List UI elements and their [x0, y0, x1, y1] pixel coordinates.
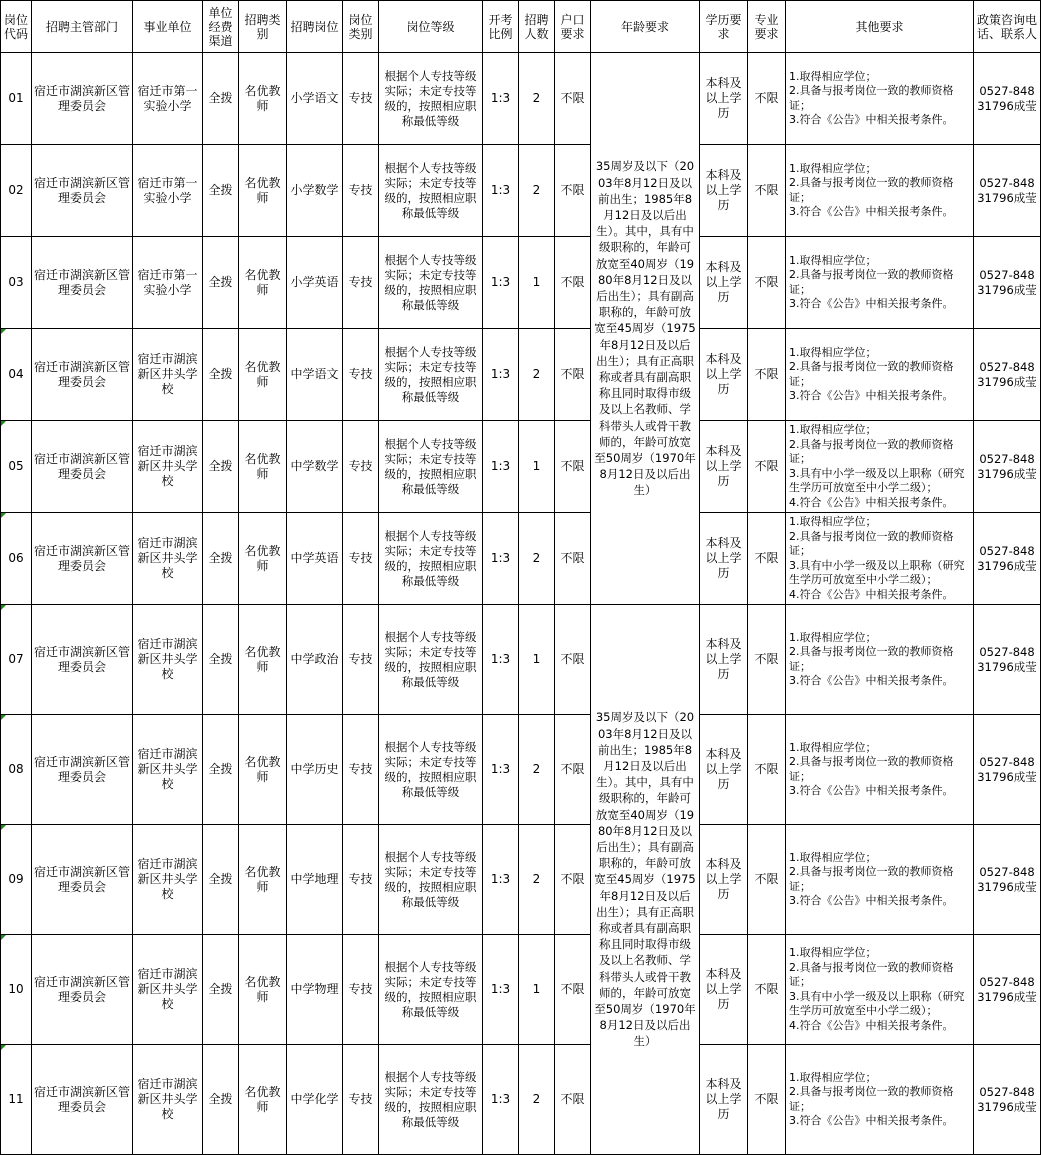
cell-hukou: 不限: [555, 53, 591, 145]
cell-category: 专技: [343, 145, 379, 237]
other-requirement-item: 1.取得相应学位；: [789, 946, 877, 959]
cell-code: 02: [1, 145, 32, 237]
cell-contact: 0527-84831796成莹: [974, 513, 1041, 605]
cell-other: [786, 1045, 974, 1155]
table-row: [1, 53, 1041, 145]
header-ratio: 开考比例: [483, 1, 519, 53]
cell-category: 专技: [343, 513, 379, 605]
other-requirement-item: 1.取得相应学位；: [789, 69, 877, 83]
cell-contact: 0527-84831796成莹: [974, 715, 1041, 825]
cell-edu: 本科及以上学历: [700, 715, 748, 825]
other-requirement-item: 1.取得相应学位；: [789, 161, 877, 175]
cell-contact: 0527-84831796成莹: [974, 825, 1041, 935]
cell-fund: 全拨: [203, 825, 239, 935]
cell-type: 名优教师: [239, 145, 287, 237]
cell-dept: 宿迁市湖滨新区管理委员会: [32, 1045, 133, 1155]
cell-type: 名优教师: [239, 1045, 287, 1155]
cell-ratio: 1:3: [483, 329, 519, 421]
cell-dept: 宿迁市湖滨新区管理委员会: [32, 145, 133, 237]
other-requirement-item: 2.具备与报考岗位一致的教师资格证；: [789, 865, 954, 893]
cell-other: [786, 715, 974, 825]
cell-level: 根据个人专技等级实际；未定专技等级的，按照相应职称最低等级: [379, 715, 483, 825]
cell-count: 1: [519, 237, 555, 329]
other-requirement-item: 1.取得相应学位；: [789, 423, 877, 436]
cell-hukou: 不限: [555, 329, 591, 421]
header-edu: 学历要求: [700, 1, 748, 53]
cell-edu: 本科及以上学历: [700, 513, 748, 605]
cell-edu: 本科及以上学历: [700, 1045, 748, 1155]
cell-contact: 0527-84831796成莹: [974, 1045, 1041, 1155]
cell-hukou: 不限: [555, 513, 591, 605]
cell-major: 不限: [748, 421, 786, 513]
cell-hukou: 不限: [555, 237, 591, 329]
cell-code: 01: [1, 53, 32, 145]
cell-other: [786, 513, 974, 605]
cell-edu: 本科及以上学历: [700, 421, 748, 513]
table-row: [1, 237, 1041, 329]
cell-hukou: 不限: [555, 935, 591, 1045]
cell-count: 1: [519, 935, 555, 1045]
header-other: 其他要求: [786, 1, 974, 53]
header-level: 岗位等级: [379, 1, 483, 53]
cell-dept: 宿迁市湖滨新区管理委员会: [32, 513, 133, 605]
table-row: [1, 421, 1041, 513]
cell-type: 名优教师: [239, 53, 287, 145]
cell-level: 根据个人专技等级实际；未定专技等级的，按照相应职称最低等级: [379, 825, 483, 935]
cell-ratio: 1:3: [483, 715, 519, 825]
cell-count: 1: [519, 605, 555, 715]
cell-edu: 本科及以上学历: [700, 145, 748, 237]
other-requirement-item: 1.取得相应学位；: [789, 345, 877, 359]
cell-edu: 本科及以上学历: [700, 237, 748, 329]
cell-unit: 宿迁市湖滨新区井头学校: [133, 513, 203, 605]
cell-type: 名优教师: [239, 605, 287, 715]
cell-contact: 0527-84831796成莹: [974, 145, 1041, 237]
cell-level: 根据个人专技等级实际；未定专技等级的，按照相应职称最低等级: [379, 53, 483, 145]
other-requirement-item: 3.具有中小学一级及以上职称（研究生学历可放宽至中小学二级）；: [789, 466, 965, 494]
cell-hukou: 不限: [555, 715, 591, 825]
other-requirement-item: 2.具备与报考岗位一致的教师资格证；: [789, 84, 954, 112]
table-row: [1, 605, 1041, 715]
cell-major: 不限: [748, 329, 786, 421]
cell-edu: 本科及以上学历: [700, 53, 748, 145]
header-unit: 事业单位: [133, 1, 203, 53]
cell-other: [786, 935, 974, 1045]
other-requirement-item: 4.符合《公告》中相关报考条件。: [789, 1018, 954, 1032]
cell-category: 专技: [343, 715, 379, 825]
cell-type: 名优教师: [239, 513, 287, 605]
cell-count: 2: [519, 513, 555, 605]
cell-ratio: 1:3: [483, 421, 519, 513]
cell-hukou: 不限: [555, 825, 591, 935]
other-requirement-item: 3.符合《公告》中相关报考条件。: [789, 674, 954, 687]
cell-contact: 0527-84831796成莹: [974, 935, 1041, 1045]
cell-type: 名优教师: [239, 237, 287, 329]
cell-fund: 全拨: [203, 1045, 239, 1155]
other-requirement-item: 1.取得相应学位；: [789, 630, 877, 644]
cell-code: 06: [1, 513, 32, 605]
cell-age: 35周岁及以下（2003年8月12日及以前出生；1985年8月12日及以后出生）。其中，具有中级职称的，年龄可放宽至40周岁（1980年8月12日及以后出生）；具有副高职称的，年龄可放宽至45周岁（1975年8月12日及以后出生）；具有正高职称或者具有副高职称且同时取得市级及以上名教师、学科带头人或骨干教师的，年龄可放宽至50周岁（1970年8月12日及以后出生）: [591, 605, 700, 1155]
other-requirement-item: 2.具备与报考岗位一致的教师资格证；: [789, 645, 954, 673]
cell-count: 2: [519, 145, 555, 237]
cell-type: 名优教师: [239, 935, 287, 1045]
header-post: 招聘岗位: [287, 1, 343, 53]
header-hukou: 户口要求: [555, 1, 591, 53]
cell-marker-icon: [1, 421, 6, 426]
header-contact: 政策咨询电话、联系人: [974, 1, 1041, 53]
cell-age: 35周岁及以下（2003年8月12日及以前出生；1985年8月12日及以后出生）。其中，具有中级职称的，年龄可放宽至40周岁（1980年8月12日及以后出生）；具有副高职称的，年龄可放宽至45周岁（1975年8月12日及以后出生）；具有正高职称或者具有副高职称且同时取得市级及以上名教师、学科带头人或骨干教师的，年龄可放宽至50周岁（1970年8月12日及以后出生）: [591, 53, 700, 605]
cell-dept: 宿迁市湖滨新区管理委员会: [32, 53, 133, 145]
cell-edu: 本科及以上学历: [700, 605, 748, 715]
cell-edu: 本科及以上学历: [700, 329, 748, 421]
other-requirement-item: 1.取得相应学位；: [789, 1070, 877, 1084]
cell-type: 名优教师: [239, 715, 287, 825]
cell-post: 中学政治: [287, 605, 343, 715]
cell-dept: 宿迁市湖滨新区管理委员会: [32, 825, 133, 935]
cell-major: 不限: [748, 53, 786, 145]
cell-code: 08: [1, 715, 32, 825]
other-requirement-item: 1.取得相应学位；: [789, 515, 877, 528]
other-requirement-item: 3.具有中小学一级及以上职称（研究生学历可放宽至中小学二级）；: [789, 558, 965, 586]
cell-major: 不限: [748, 935, 786, 1045]
cell-dept: 宿迁市湖滨新区管理委员会: [32, 421, 133, 513]
cell-unit: 宿迁市湖滨新区井头学校: [133, 605, 203, 715]
cell-marker-icon: [1, 1045, 6, 1050]
cell-level: 根据个人专技等级实际；未定专技等级的，按照相应职称最低等级: [379, 237, 483, 329]
cell-unit: 宿迁市湖滨新区井头学校: [133, 825, 203, 935]
cell-edu: 本科及以上学历: [700, 935, 748, 1045]
cell-fund: 全拨: [203, 513, 239, 605]
cell-fund: 全拨: [203, 935, 239, 1045]
other-requirement-item: 3.符合《公告》中相关报考条件。: [789, 205, 954, 218]
cell-fund: 全拨: [203, 605, 239, 715]
table-row: [1, 935, 1041, 1045]
cell-unit: 宿迁市湖滨新区井头学校: [133, 715, 203, 825]
cell-post: 中学英语: [287, 513, 343, 605]
cell-level: 根据个人专技等级实际；未定专技等级的，按照相应职称最低等级: [379, 1045, 483, 1155]
other-requirement-item: 2.具备与报考岗位一致的教师资格证；: [789, 960, 954, 988]
header-fund: 单位经费渠道: [203, 1, 239, 53]
table-row: [1, 513, 1041, 605]
table-row: [1, 329, 1041, 421]
cell-fund: 全拨: [203, 53, 239, 145]
cell-type: 名优教师: [239, 825, 287, 935]
cell-category: 专技: [343, 237, 379, 329]
cell-category: 专技: [343, 605, 379, 715]
cell-category: 专技: [343, 329, 379, 421]
cell-post: 中学历史: [287, 715, 343, 825]
cell-marker-icon: [1, 825, 6, 830]
cell-category: 专技: [343, 825, 379, 935]
cell-level: 根据个人专技等级实际；未定专技等级的，按照相应职称最低等级: [379, 329, 483, 421]
header-dept: 招聘主管部门: [32, 1, 133, 53]
cell-category: 专技: [343, 421, 379, 513]
other-requirement-item: 3.符合《公告》中相关报考条件。: [789, 784, 954, 797]
header-age: 年龄要求: [591, 1, 700, 53]
other-requirement-item: 1.取得相应学位；: [789, 850, 877, 864]
cell-dept: 宿迁市湖滨新区管理委员会: [32, 935, 133, 1045]
cell-other: [786, 237, 974, 329]
cell-dept: 宿迁市湖滨新区管理委员会: [32, 237, 133, 329]
other-requirement-item: 2.具备与报考岗位一致的教师资格证；: [789, 360, 954, 388]
cell-unit: 宿迁市湖滨新区井头学校: [133, 421, 203, 513]
cell-count: 2: [519, 53, 555, 145]
cell-major: 不限: [748, 605, 786, 715]
header-count: 招聘人数: [519, 1, 555, 53]
cell-major: 不限: [748, 513, 786, 605]
cell-contact: 0527-84831796成莹: [974, 237, 1041, 329]
cell-marker-icon: [1, 605, 6, 610]
cell-type: 名优教师: [239, 329, 287, 421]
other-requirement-item: 4.符合《公告》中相关报考条件。: [789, 495, 954, 509]
cell-level: 根据个人专技等级实际；未定专技等级的，按照相应职称最低等级: [379, 421, 483, 513]
cell-code: 03: [1, 237, 32, 329]
cell-unit: 宿迁市湖滨新区井头学校: [133, 935, 203, 1045]
table-body: [1, 53, 1041, 1155]
cell-code: 11: [1, 1045, 32, 1155]
cell-ratio: 1:3: [483, 53, 519, 145]
table-row: [1, 1045, 1041, 1155]
other-requirement-item: 1.取得相应学位；: [789, 740, 877, 754]
cell-other: [786, 145, 974, 237]
cell-dept: 宿迁市湖滨新区管理委员会: [32, 329, 133, 421]
cell-marker-icon: [1, 715, 6, 720]
other-requirement-item: 2.具备与报考岗位一致的教师资格证；: [789, 176, 954, 204]
table-row: [1, 715, 1041, 825]
cell-ratio: 1:3: [483, 605, 519, 715]
cell-marker-icon: [1, 935, 6, 940]
cell-fund: 全拨: [203, 715, 239, 825]
other-requirement-item: 3.符合《公告》中相关报考条件。: [789, 1114, 954, 1127]
cell-unit: 宿迁市湖滨新区井头学校: [133, 329, 203, 421]
cell-code: 05: [1, 421, 32, 513]
cell-code: 10: [1, 935, 32, 1045]
cell-hukou: 不限: [555, 421, 591, 513]
other-requirement-item: 2.具备与报考岗位一致的教师资格证；: [789, 268, 954, 296]
cell-code: 07: [1, 605, 32, 715]
other-requirement-item: 1.取得相应学位；: [789, 253, 877, 267]
cell-post: 中学地理: [287, 825, 343, 935]
other-requirement-item: 3.符合《公告》中相关报考条件。: [789, 894, 954, 907]
cell-fund: 全拨: [203, 237, 239, 329]
cell-level: 根据个人专技等级实际；未定专技等级的，按照相应职称最低等级: [379, 513, 483, 605]
cell-marker-icon: [1, 329, 6, 334]
cell-hukou: 不限: [555, 1045, 591, 1155]
cell-code: 09: [1, 825, 32, 935]
other-requirement-item: 3.具有中小学一级及以上职称（研究生学历可放宽至中小学二级）；: [789, 989, 965, 1017]
cell-other: [786, 825, 974, 935]
cell-major: 不限: [748, 825, 786, 935]
cell-dept: 宿迁市湖滨新区管理委员会: [32, 605, 133, 715]
cell-marker-icon: [1, 513, 6, 518]
cell-other: [786, 605, 974, 715]
cell-dept: 宿迁市湖滨新区管理委员会: [32, 715, 133, 825]
other-requirement-item: 2.具备与报考岗位一致的教师资格证；: [789, 437, 954, 465]
cell-ratio: 1:3: [483, 237, 519, 329]
cell-post: 小学语文: [287, 53, 343, 145]
cell-post: 小学英语: [287, 237, 343, 329]
cell-unit: 宿迁市湖滨新区井头学校: [133, 1045, 203, 1155]
cell-count: 2: [519, 715, 555, 825]
cell-contact: 0527-84831796成莹: [974, 605, 1041, 715]
other-requirement-item: 2.具备与报考岗位一致的教师资格证；: [789, 529, 954, 557]
cell-count: 2: [519, 329, 555, 421]
cell-ratio: 1:3: [483, 825, 519, 935]
cell-unit: 宿迁市第一实验小学: [133, 237, 203, 329]
cell-post: 中学物理: [287, 935, 343, 1045]
header-type: 招聘类别: [239, 1, 287, 53]
cell-contact: 0527-84831796成莹: [974, 53, 1041, 145]
cell-hukou: 不限: [555, 605, 591, 715]
cell-fund: 全拨: [203, 421, 239, 513]
cell-other: [786, 53, 974, 145]
cell-contact: 0527-84831796成莹: [974, 329, 1041, 421]
table-row: [1, 825, 1041, 935]
cell-post: 中学数学: [287, 421, 343, 513]
cell-unit: 宿迁市第一实验小学: [133, 53, 203, 145]
cell-major: 不限: [748, 145, 786, 237]
other-requirement-item: 2.具备与报考岗位一致的教师资格证；: [789, 755, 954, 783]
cell-level: 根据个人专技等级实际；未定专技等级的，按照相应职称最低等级: [379, 605, 483, 715]
other-requirement-item: 3.符合《公告》中相关报考条件。: [789, 113, 954, 126]
cell-count: 2: [519, 825, 555, 935]
cell-count: 1: [519, 421, 555, 513]
cell-level: 根据个人专技等级实际；未定专技等级的，按照相应职称最低等级: [379, 935, 483, 1045]
cell-post: 小学数学: [287, 145, 343, 237]
cell-category: 专技: [343, 53, 379, 145]
cell-category: 专技: [343, 935, 379, 1045]
cell-code: 04: [1, 329, 32, 421]
cell-edu: 本科及以上学历: [700, 825, 748, 935]
cell-other: [786, 329, 974, 421]
cell-ratio: 1:3: [483, 513, 519, 605]
cell-level: 根据个人专技等级实际；未定专技等级的，按照相应职称最低等级: [379, 145, 483, 237]
cell-contact: 0527-84831796成莹: [974, 421, 1041, 513]
cell-other: [786, 421, 974, 513]
other-requirement-item: 2.具备与报考岗位一致的教师资格证；: [789, 1085, 954, 1113]
cell-count: 2: [519, 1045, 555, 1155]
cell-major: 不限: [748, 715, 786, 825]
cell-major: 不限: [748, 1045, 786, 1155]
cell-hukou: 不限: [555, 145, 591, 237]
cell-category: 专技: [343, 1045, 379, 1155]
cell-ratio: 1:3: [483, 145, 519, 237]
cell-ratio: 1:3: [483, 1045, 519, 1155]
cell-type: 名优教师: [239, 421, 287, 513]
cell-unit: 宿迁市第一实验小学: [133, 145, 203, 237]
cell-major: 不限: [748, 237, 786, 329]
header-row: [1, 1, 1041, 53]
cell-fund: 全拨: [203, 145, 239, 237]
other-requirement-item: 4.符合《公告》中相关报考条件。: [789, 587, 954, 601]
cell-post: 中学语文: [287, 329, 343, 421]
cell-fund: 全拨: [203, 329, 239, 421]
header-code: 岗位代码: [1, 1, 32, 53]
cell-post: 中学化学: [287, 1045, 343, 1155]
header-major: 专业要求: [748, 1, 786, 53]
cell-ratio: 1:3: [483, 935, 519, 1045]
other-requirement-item: 3.符合《公告》中相关报考条件。: [789, 389, 954, 402]
table-row: [1, 145, 1041, 237]
header-category: 岗位类别: [343, 1, 379, 53]
other-requirement-item: 3.符合《公告》中相关报考条件。: [789, 297, 954, 310]
